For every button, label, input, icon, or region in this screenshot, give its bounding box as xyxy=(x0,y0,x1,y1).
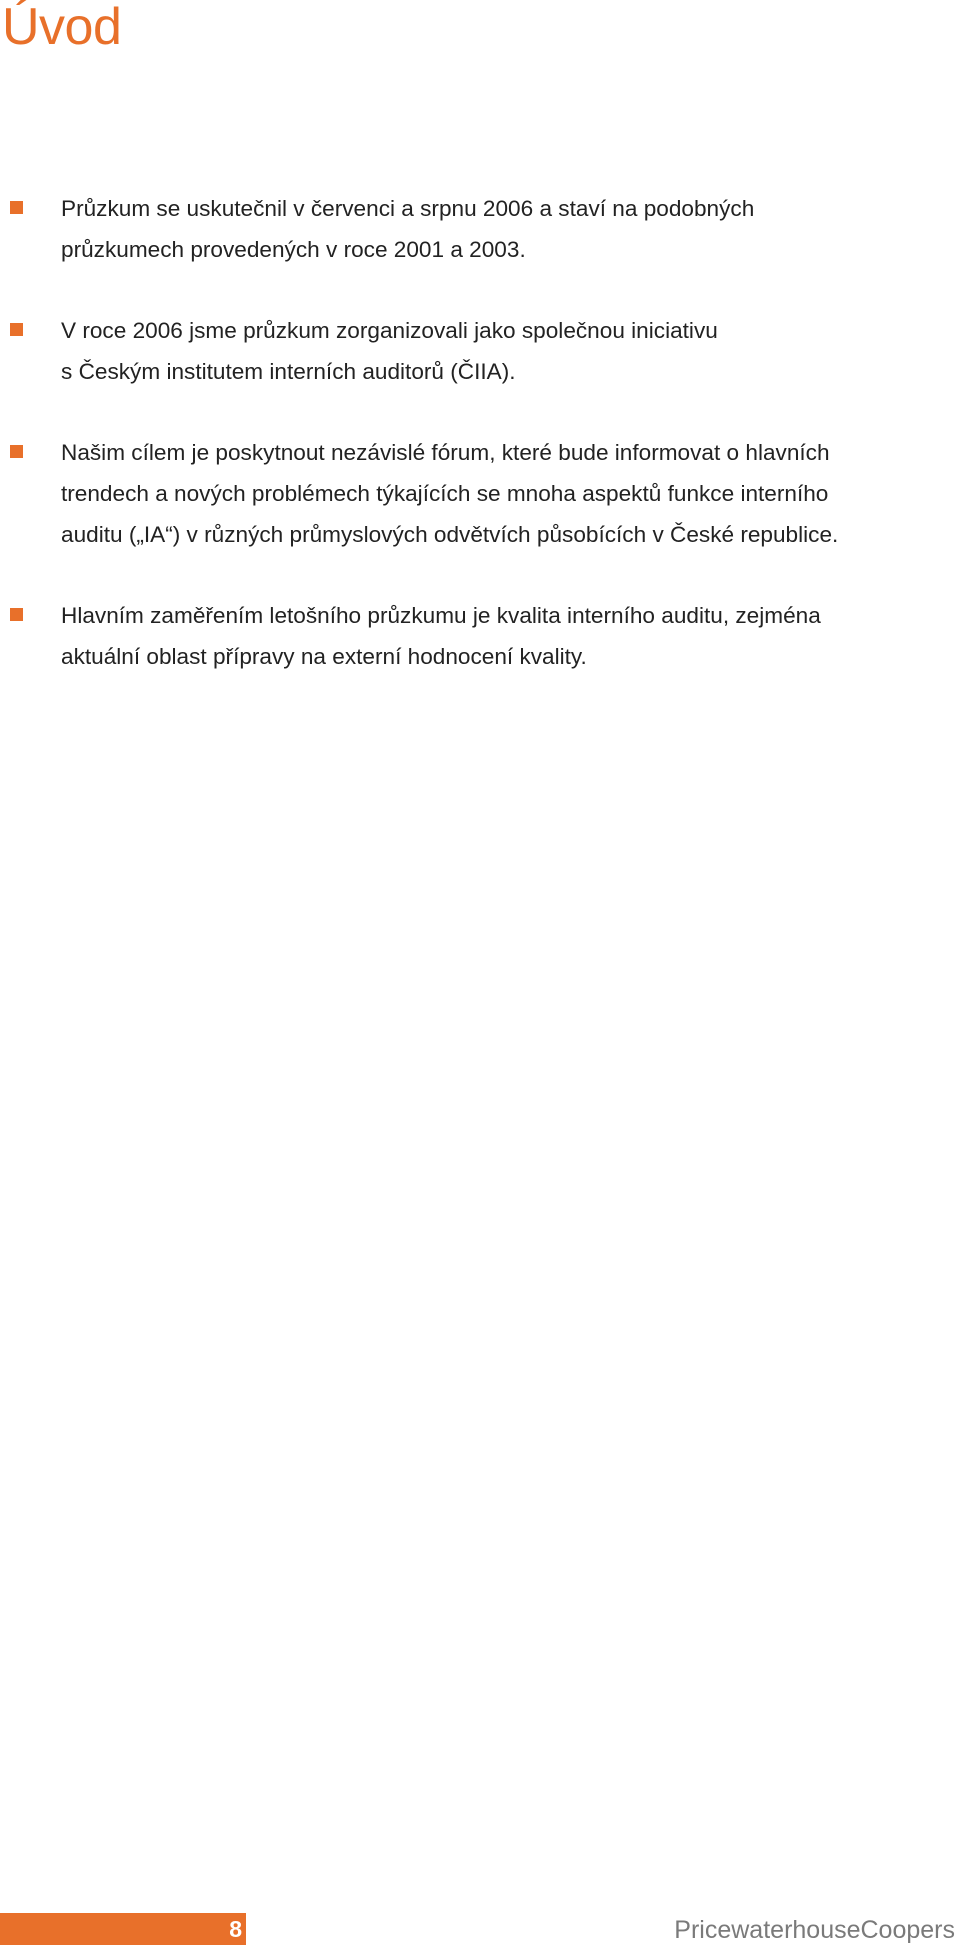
list-item xyxy=(0,595,960,677)
bullet-square-icon xyxy=(10,608,23,621)
bullet-line: Našim cílem je poskytnout nezávislé fórum, které bude informovat o hlavních xyxy=(61,440,830,465)
bullet-square-icon xyxy=(10,445,23,458)
page-title: Úvod xyxy=(2,0,122,56)
bullet-line: trendech a nových problémech týkajících se mnoha aspektů funkce interního xyxy=(61,481,829,506)
bullet-line: Hlavním zaměřením letošního průzkumu je kvalita interního auditu, zejména xyxy=(61,603,821,628)
bullet-line: aktuální oblast přípravy na externí hodnocení kvality. xyxy=(61,644,587,669)
page-number: 8 xyxy=(229,1916,242,1942)
bullet-line: s Českým institutem interních auditorů (ČIIA). xyxy=(61,359,516,384)
bullet-square-icon xyxy=(10,323,23,336)
footer-brand: PricewaterhouseCoopers xyxy=(674,1916,955,1944)
list-item xyxy=(0,432,960,555)
bullet-line: auditu („IA“) v různých průmyslových odvětvích působících v České republice. xyxy=(61,522,839,547)
bullet-line: V roce 2006 jsme průzkum zorganizovali jako společnou iniciativu xyxy=(61,318,718,343)
footer-page-bar xyxy=(0,1913,246,1945)
bullet-line: Průzkum se uskutečnil v červenci a srpnu 2006 a staví na podobných xyxy=(61,196,755,221)
bullet-line: průzkumech provedených v roce 2001 a 2003. xyxy=(61,237,526,262)
bullet-square-icon xyxy=(10,201,23,214)
bullet-list xyxy=(0,188,960,717)
list-item xyxy=(0,188,960,270)
list-item xyxy=(0,310,960,392)
